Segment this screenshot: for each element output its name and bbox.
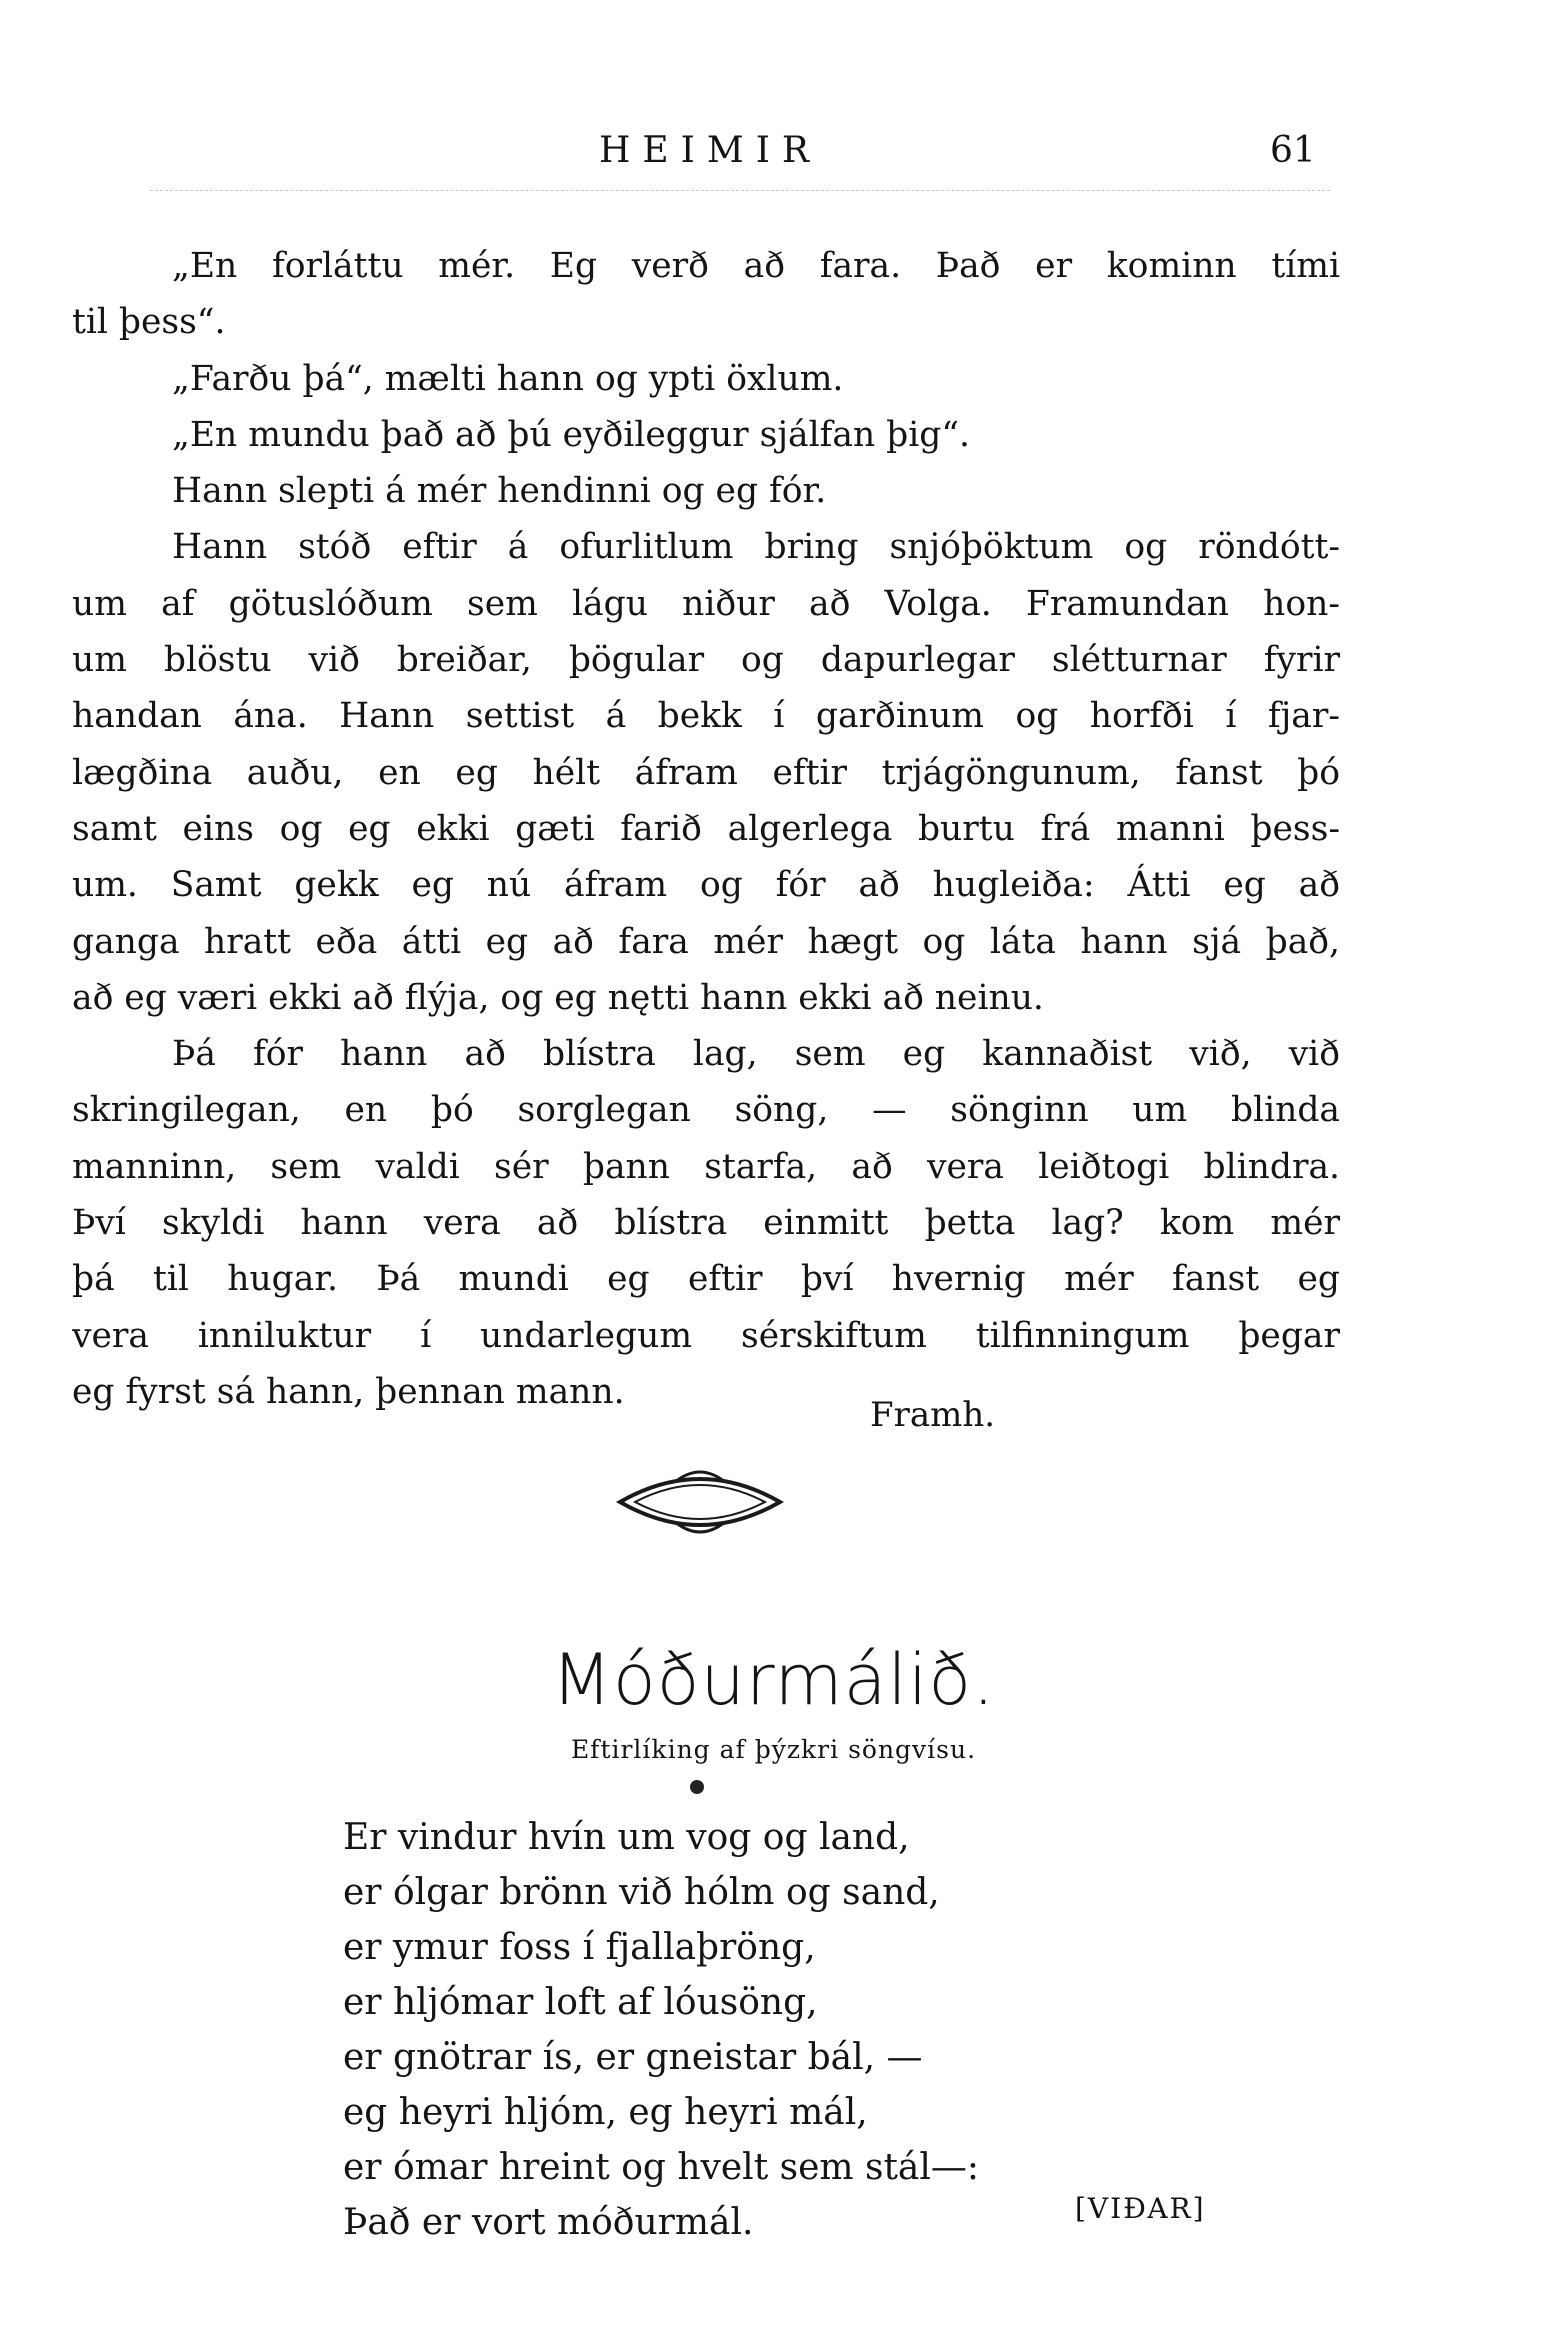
- text-line: Því skyldi hann vera að blístra einmitt þetta lag? kom mér: [72, 1203, 1340, 1244]
- text-line: Hann slepti á mér hendinni og eg fór.: [172, 471, 827, 512]
- text-line: að eg væri ekki að flýja, og eg nętti hann ekki að neinu.: [72, 977, 1044, 1018]
- poem-line: Er vindur hvín um vog og land,: [343, 1817, 910, 1858]
- page-header: [0, 130, 1547, 190]
- text-line: „En mundu það að þú eyðileggur sjálfan þig“.: [172, 414, 970, 455]
- text-line: Hann stóð eftir á ofurlitlum bring snjóþöktum og röndótt-: [172, 527, 1340, 568]
- poem-line: eg heyri hljóm, eg heyri mál,: [343, 2092, 868, 2133]
- poem-title: Móðurmálið.: [551, 1639, 996, 1721]
- text-line: þá til hugar. Þá mundi eg eftir því hvernig mér fanst eg: [72, 1259, 1340, 1300]
- poem-line: er hljómar loft af lóusöng,: [343, 1982, 818, 2023]
- poem-line: er gnötrar ís, er gneistar bál, —: [343, 2037, 923, 2078]
- text-line: „Farðu þá“, mælti hann og ypti öxlum.: [172, 358, 844, 399]
- poem-subtitle: Eftirlíking af þýzkri söngvísu.: [570, 1735, 977, 1764]
- poem-attribution: [VIÐAR]: [1075, 2192, 1206, 2225]
- text-line: handan ána. Hann settist á bekk í garðinum og horfði í fjar-: [72, 696, 1340, 737]
- continued-note: Framh.: [870, 1395, 996, 1435]
- page-number: 61: [1270, 130, 1316, 171]
- oval-ornament-icon: [615, 1460, 785, 1545]
- poem-line: er ómar hreint og hvelt sem stál—:: [343, 2147, 980, 2188]
- story-text: [72, 238, 1340, 1420]
- text-line: ganga hratt eða átti eg að fara mér hægt og láta hann sjá það,: [72, 921, 1340, 962]
- poem-line: Það er vort móðurmál.: [343, 2202, 754, 2243]
- text-line: lægðina auðu, en eg hélt áfram eftir trjágöngunum, fanst þó: [72, 752, 1340, 793]
- text-line: um blöstu við breiðar, þögular og dapurlegar slétturnar fyrir: [72, 640, 1340, 681]
- bullet-ornament-icon: [690, 1780, 704, 1794]
- text-line: eg fyrst sá hann, þennan mann.: [72, 1371, 625, 1412]
- text-line: skringilegan, en þó sorglegan söng, — sönginn um blinda: [72, 1090, 1340, 1131]
- text-line: manninn, sem valdi sér þann starfa, að vera leiðtogi blindra.: [72, 1146, 1340, 1187]
- poem-line: er ymur foss í fjallaþröng,: [343, 1927, 816, 1968]
- text-line: um af götuslóðum sem lágu niður að Volga. Framundan hon-: [72, 583, 1340, 624]
- text-line: vera inniluktur í undarlegum sérskiftum tilfinningum þegar: [72, 1315, 1340, 1356]
- text-line: Þá fór hann að blístra lag, sem eg kannaðist við, við: [172, 1034, 1340, 1075]
- text-line: „En forláttu mér. Eg verð að fara. Það er kominn tími: [172, 246, 1340, 286]
- text-line: samt eins og eg ekki gæti farið algerlega burtu frá manni þess-: [72, 808, 1340, 849]
- poem-line: er ólgar brönn við hólm og sand,: [343, 1872, 940, 1913]
- text-line: um. Samt gekk eg nú áfram og fór að hugleiða: Átti eg að: [72, 865, 1340, 906]
- text-line: til þess“.: [72, 302, 226, 343]
- poem-verses: [343, 1810, 979, 2250]
- header-rule: [150, 190, 1330, 191]
- running-title: HEIMIR: [598, 130, 822, 171]
